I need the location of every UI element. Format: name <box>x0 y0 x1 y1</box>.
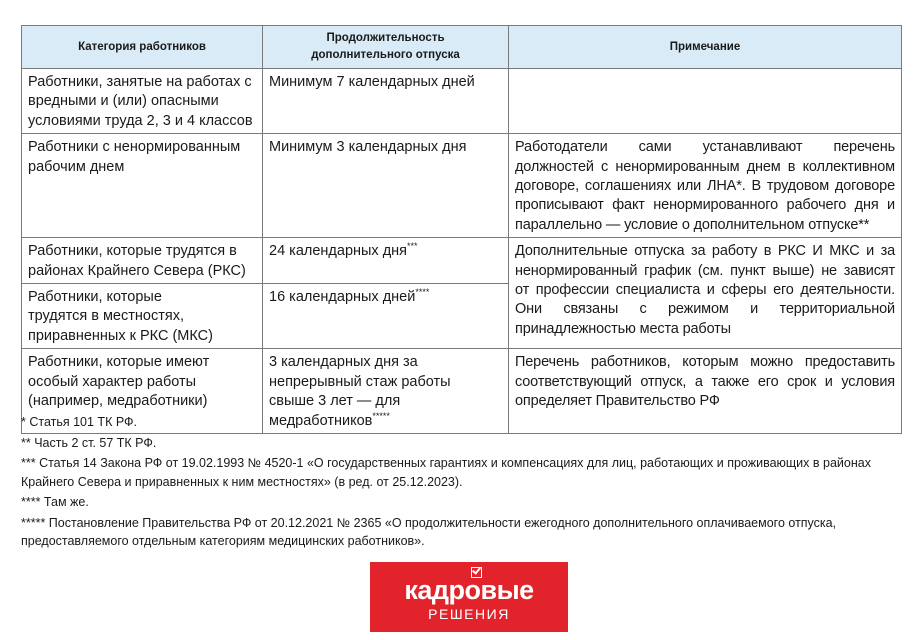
table-row <box>22 134 902 238</box>
checkbox-icon <box>471 567 482 578</box>
row-duration: Минимум 7 календарных дней <box>269 74 475 90</box>
row-duration: 3 календарных дня за непрерывный стаж работы свыше 3 лет — для медработников***** <box>269 354 451 429</box>
footnote-marker: ***** <box>372 410 390 421</box>
kadrovye-resheniya-logo <box>370 562 568 632</box>
row-category: Работники, которые имеют особый характер работы (например, медработники) <box>28 354 210 410</box>
row-note: Перечень работников, которым можно предоставить соответствующий отпуск, а также его срок и условия определяет Правительство РФ <box>515 354 895 410</box>
header-duration: Продолжительность дополнительного отпуска <box>263 26 509 69</box>
header-note: Примечание <box>509 26 902 69</box>
leave-table <box>21 25 902 434</box>
logo-line2: РЕШЕНИЯ <box>428 606 510 622</box>
footnote-marker: *** <box>407 241 418 252</box>
row-category: Работники с ненормированным рабочим днем <box>28 139 241 175</box>
row-duration: 24 календарных дня*** <box>269 241 418 260</box>
row-note: Дополнительные отпуска за работу в РКС И МКС и за ненормированный график (см. пункт выше) не зависят от профессии специалиста и сферы его деятельности. Они связаны с режимом и территориальной принадлежностью места работы <box>515 243 895 337</box>
footnote: * Статья 101 ТК РФ. <box>21 415 137 429</box>
row-duration: 16 календарных дней**** <box>269 287 430 306</box>
footnote: **** Там же. <box>21 495 89 509</box>
table-header-row <box>22 26 902 69</box>
row-note <box>509 69 901 75</box>
footnote: ** Часть 2 ст. 57 ТК РФ. <box>21 435 157 450</box>
row-category: Работники, которые трудятся в местностях, приравненных к РКС (МКС) <box>28 289 213 344</box>
footnote: ***** Постановление Правительства РФ от 20.12.2021 № 2365 «О продолжительности ежегодного дополнительного оплачиваемого отпуска, предоставляемого отдельным категориям медицинских работников». <box>21 515 837 548</box>
header-category: Категория работников <box>22 26 263 69</box>
footnote-marker: **** <box>415 287 430 298</box>
row-note: Работодатели сами устанавливают перечень должностей с ненормированным днем в коллективном договоре, соглашениях или ЛНА*. В трудовом договоре прописывают факт ненормированного рабочего дня и параллельно — условие о дополнительном отпуске** <box>515 139 895 233</box>
row-duration: Минимум 3 календарных дня <box>269 139 467 156</box>
table-row <box>22 238 902 284</box>
row-category: Работники, которые трудятся в районах Крайнего Севера (РКС) <box>28 243 246 279</box>
table-row <box>22 69 902 134</box>
footnote: *** Статья 14 Закона РФ от 19.02.1993 № 4520-1 «О государственных гарантиях и компенсациях для лиц, работающих и проживающих в районах Крайнего Севера и приравненных к ним местностях» (в ред. от 25.12.2023). <box>21 456 871 489</box>
row-category: Работники, занятые на работах с вредными и (или) опасными условиями труда 2, 3 и 4 классов <box>28 74 253 129</box>
logo-line1: кадровые <box>404 575 534 605</box>
footnotes <box>21 410 905 553</box>
